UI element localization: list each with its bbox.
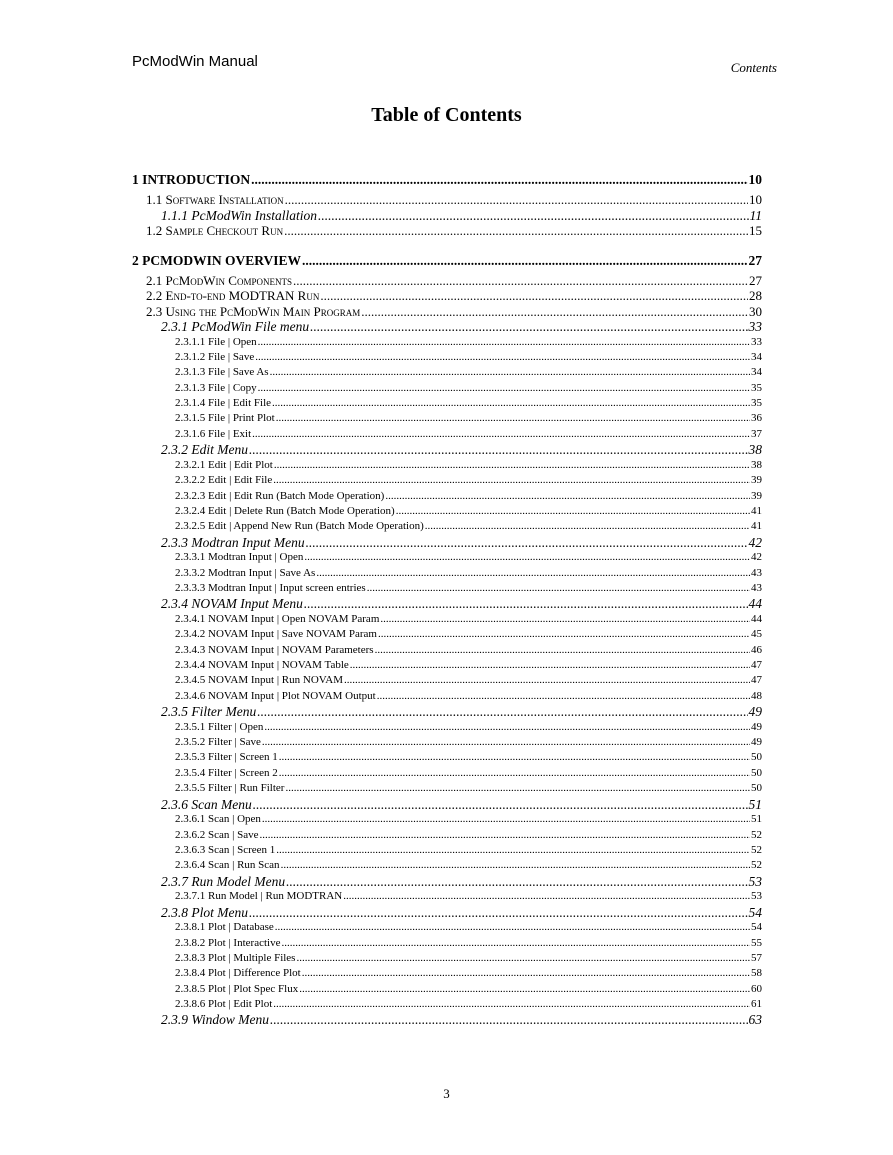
toc-leader-dots: [302, 251, 747, 270]
toc-leader-dots: [344, 673, 750, 688]
toc-leader-dots: [286, 874, 747, 890]
toc-entry-title: 2.3.8.3 Plot | Multiple Files: [175, 951, 296, 964]
toc-entry[interactable]: [132, 581, 762, 596]
toc-entry-title: 2.3.8.4 Plot | Difference Plot: [175, 967, 301, 980]
toc-entry-title: 2.3.8.5 Plot | Plot Spec Flux: [175, 982, 299, 995]
toc-entry-page: 54: [751, 921, 762, 934]
toc-entry[interactable]: [132, 550, 762, 565]
toc-entry-title: 2.2 End-to-end MODTRAN Run: [146, 288, 320, 303]
toc-entry-title: 2.3.3.2 Modtran Input | Save As: [175, 566, 316, 579]
toc-entry[interactable]: [132, 781, 762, 796]
toc-entry-page: 52: [751, 859, 762, 872]
toc-entry-page: 27: [748, 252, 762, 268]
toc-leader-dots: [270, 1012, 748, 1028]
toc-leader-dots: [281, 936, 750, 951]
toc-leader-dots: [279, 750, 750, 765]
toc-leader-dots: [273, 473, 750, 488]
toc-entry[interactable]: [132, 766, 762, 781]
toc-entry-page: 52: [751, 843, 762, 856]
toc-entry[interactable]: [132, 519, 762, 534]
toc-entry-title: 1.2 Sample Checkout Run: [146, 223, 284, 238]
toc-entry-page: 39: [751, 489, 762, 502]
toc-leader-dots: [310, 319, 747, 335]
toc-entry[interactable]: [132, 612, 762, 627]
toc-leader-dots: [255, 350, 750, 365]
toc-entry[interactable]: [132, 192, 762, 208]
toc-entry[interactable]: [132, 208, 762, 224]
toc-entry[interactable]: [132, 689, 762, 704]
toc-entry[interactable]: [132, 843, 762, 858]
toc-entry[interactable]: [132, 627, 762, 642]
toc-entry-title: 2.3.1.3 File | Copy: [175, 381, 257, 394]
toc-entry-title: 2.3.1.5 File | Print Plot: [175, 412, 275, 425]
toc-entry-title: 2.3.5 Filter Menu: [161, 704, 257, 720]
toc-entry[interactable]: [132, 704, 762, 720]
toc-entry-title: 2.3.5.4 Filter | Screen 2: [175, 766, 278, 779]
toc-leader-dots: [304, 596, 748, 612]
toc-leader-dots: [258, 381, 750, 396]
toc-entry-title: 2 PCMODWIN OVERVIEW: [132, 252, 302, 268]
toc-entry-page: 34: [751, 366, 762, 379]
toc-entry-title: 2.3.2.1 Edit | Edit Plot: [175, 458, 273, 471]
toc-entry[interactable]: [132, 381, 762, 396]
toc-entry-title: 1.1.1 PcModWin Installation: [161, 207, 317, 223]
toc-entry[interactable]: [132, 889, 762, 904]
toc-entry[interactable]: [132, 966, 762, 981]
toc-leader-dots: [361, 304, 748, 320]
toc-entry-page: 41: [751, 520, 762, 533]
toc-leader-dots: [264, 720, 750, 735]
toc-entry-page: 43: [751, 566, 762, 579]
toc-leader-dots: [262, 735, 750, 750]
toc-entry-page: 42: [751, 551, 762, 564]
toc-leader-dots: [380, 612, 750, 627]
toc-entry-title: 2.3.8.1 Plot | Database: [175, 921, 274, 934]
toc-entry[interactable]: [132, 365, 762, 380]
toc-entry-page: 57: [751, 951, 762, 964]
toc-entry[interactable]: [132, 504, 762, 519]
toc-entry[interactable]: [132, 643, 762, 658]
toc-entry[interactable]: [132, 673, 762, 688]
toc-leader-dots: [249, 442, 748, 458]
toc-leader-dots: [272, 396, 750, 411]
toc-entry-title: 2.3.1.6 File | Exit: [175, 427, 252, 440]
toc-leader-dots: [253, 797, 748, 813]
toc-entry[interactable]: [132, 982, 762, 997]
toc-entry-title: 2.3.2 Edit Menu: [161, 442, 248, 458]
toc-entry[interactable]: [132, 812, 762, 827]
toc-entry-page: 30: [749, 303, 762, 319]
toc-entry[interactable]: [132, 658, 762, 673]
toc-entry-title: 2.3.4.2 NOVAM Input | Save NOVAM Param: [175, 628, 377, 641]
toc-entry-title: 1 INTRODUCTION: [132, 172, 251, 187]
toc-entry-page: 36: [751, 412, 762, 425]
toc-entry-page: 43: [751, 581, 762, 594]
toc-entry-title: 2.3.4.5 NOVAM Input | Run NOVAM: [175, 674, 344, 687]
toc-entry[interactable]: [132, 319, 762, 335]
toc-entry[interactable]: [132, 427, 762, 442]
toc-leader-dots: [270, 365, 750, 380]
toc-leader-dots: [299, 982, 750, 997]
toc-entry-page: 41: [751, 504, 762, 517]
toc-entry[interactable]: [132, 920, 762, 935]
toc-entry-page: 47: [751, 659, 762, 672]
toc-entry-page: 44: [751, 612, 762, 625]
toc-leader-dots: [367, 581, 750, 596]
toc-entry-page: 15: [749, 223, 762, 238]
toc-entry-title: 2.3.1.3 File | Save As: [175, 366, 269, 379]
toc-entry-title: 2.3.9 Window Menu: [161, 1012, 269, 1028]
toc-leader-dots: [425, 519, 750, 534]
toc-leader-dots: [350, 658, 750, 673]
toc-entry[interactable]: [132, 251, 762, 270]
toc-entry[interactable]: [132, 442, 762, 458]
toc-leader-dots: [343, 889, 750, 904]
toc-entry[interactable]: [132, 566, 762, 581]
toc-entry-page: 51: [748, 796, 762, 812]
toc-entry-page: 38: [748, 442, 762, 458]
toc-entry-page: 28: [749, 288, 762, 303]
toc-entry[interactable]: [132, 797, 762, 813]
running-header-title: PcModWin Manual: [132, 53, 258, 70]
toc-entry-title: 2.3.2.4 Edit | Delete Run (Batch Mode Operation): [175, 504, 395, 517]
toc-entry-page: 33: [748, 319, 762, 334]
toc-entry-title: 2.3.6.2 Scan | Save: [175, 828, 259, 841]
toc-entry-title: 1.1 Software Installation: [146, 192, 284, 207]
toc-entry-title: 2.3.5.2 Filter | Save: [175, 736, 261, 749]
toc-entry-title: 2.3.2.3 Edit | Edit Run (Batch Mode Operation): [175, 489, 385, 502]
toc-leader-dots: [252, 427, 750, 442]
toc-entry[interactable]: [132, 997, 762, 1012]
toc-entry[interactable]: [132, 411, 762, 426]
toc-leader-dots: [281, 858, 750, 873]
toc-entry[interactable]: [132, 828, 762, 843]
toc-leader-dots: [257, 704, 747, 720]
toc-entry-title: 2.3.1.2 File | Save: [175, 350, 255, 363]
toc-entry-page: 58: [751, 967, 762, 980]
toc-entry-title: 2.3.4.4 NOVAM Input | NOVAM Table: [175, 659, 349, 672]
toc-entry[interactable]: [132, 273, 762, 289]
toc-entry[interactable]: [132, 535, 762, 551]
toc-leader-dots: [306, 535, 748, 551]
toc-entry-page: 49: [751, 736, 762, 749]
toc-entry-page: 35: [751, 397, 762, 410]
toc-entry-page: 44: [748, 596, 762, 612]
toc-leader-dots: [259, 828, 750, 843]
toc-entry[interactable]: [132, 735, 762, 750]
toc-entry-title: 2.3.8.2 Plot | Interactive: [175, 936, 281, 949]
toc-entry-page: 10: [748, 172, 762, 187]
toc-leader-dots: [396, 504, 750, 519]
toc-entry[interactable]: [132, 905, 762, 921]
toc-entry-page: 42: [748, 534, 762, 550]
toc-entry-title: 2.3.4.1 NOVAM Input | Open NOVAM Param: [175, 612, 380, 625]
toc-entry-page: 63: [748, 1012, 762, 1028]
toc-entry-title: 2.3.1 PcModWin File menu: [161, 319, 310, 334]
toc-leader-dots: [279, 766, 750, 781]
toc-entry-page: 37: [751, 427, 762, 440]
toc-leader-dots: [284, 223, 748, 239]
toc-entry[interactable]: [132, 858, 762, 873]
toc-entry-page: 50: [751, 751, 762, 764]
toc-leader-dots: [296, 951, 750, 966]
toc-entry-page: 51: [751, 813, 762, 826]
toc-entry-page: 49: [751, 720, 762, 733]
toc-entry-title: 2.3.2.2 Edit | Edit File: [175, 474, 273, 487]
toc-entry-title: 2.3.5.1 Filter | Open: [175, 720, 264, 733]
toc-entry-title: 2.3.7 Run Model Menu: [161, 873, 286, 889]
toc-entry[interactable]: [132, 720, 762, 735]
toc-entry[interactable]: [132, 350, 762, 365]
toc-leader-dots: [276, 843, 750, 858]
toc-leader-dots: [320, 288, 748, 304]
toc-entry-title: 2.3.6.3 Scan | Screen 1: [175, 843, 276, 856]
toc-leader-dots: [274, 458, 750, 473]
toc-entry-page: 33: [751, 335, 762, 348]
toc-leader-dots: [275, 920, 750, 935]
toc-entry[interactable]: [132, 458, 762, 473]
toc-entry-page: 61: [751, 998, 762, 1011]
toc-entry[interactable]: [132, 288, 762, 304]
toc-entry[interactable]: [132, 750, 762, 765]
toc-entry-page: 46: [751, 643, 762, 656]
toc-leader-dots: [304, 550, 750, 565]
toc-leader-dots: [251, 170, 747, 189]
toc-leader-dots: [276, 411, 750, 426]
toc-leader-dots: [285, 781, 750, 796]
toc-entry-title: 2.3.3 Modtran Input Menu: [161, 534, 305, 550]
toc-entry-page: 54: [748, 904, 762, 920]
toc-entry-page: 45: [751, 628, 762, 641]
toc-entry-title: 2.3.6.4 Scan | Run Scan: [175, 859, 280, 872]
toc-entry-title: 2.3.8.6 Plot | Edit Plot: [175, 998, 273, 1011]
toc-leader-dots: [285, 192, 748, 208]
toc-entry-title: 2.1 PcModWin Components: [146, 272, 292, 288]
toc-entry[interactable]: [132, 304, 762, 320]
toc-entry[interactable]: [132, 596, 762, 612]
toc-entry-page: 27: [749, 272, 762, 288]
toc-entry-page: 39: [751, 474, 762, 487]
toc-entry-page: 50: [751, 766, 762, 779]
toc-leader-dots: [377, 689, 750, 704]
toc-entry-page: 10: [749, 192, 762, 207]
running-header-section: Contents: [730, 60, 777, 75]
toc-entry[interactable]: [132, 473, 762, 488]
toc-entry-page: 47: [751, 674, 762, 687]
toc-entry-page: 53: [751, 890, 762, 903]
toc-entry-title: 2.3.7.1 Run Model | Run MODTRAN: [175, 890, 343, 903]
toc-entry-page: 60: [751, 982, 762, 995]
toc-entry[interactable]: [132, 1012, 762, 1028]
toc-entry[interactable]: [132, 489, 762, 504]
toc-entry[interactable]: [132, 396, 762, 411]
toc-entry-title: 2.3 Using the PcModWin Main Program: [146, 303, 361, 319]
toc-entry-title: 2.3.4.3 NOVAM Input | NOVAM Parameters: [175, 643, 374, 656]
toc-entry-title: 2.3.3.3 Modtran Input | Input screen entries: [175, 581, 366, 594]
toc-entry-page: 35: [751, 381, 762, 394]
toc-entry[interactable]: [132, 951, 762, 966]
toc-entry-title: 2.3.5.5 Filter | Run Filter: [175, 782, 285, 795]
toc-entry-page: 55: [751, 936, 762, 949]
toc-leader-dots: [302, 966, 750, 981]
toc-entry[interactable]: [132, 335, 762, 350]
toc-entry-page: 50: [751, 782, 762, 795]
toc-entry-title: 2.3.1.1 File | Open: [175, 335, 257, 348]
toc-leader-dots: [375, 643, 750, 658]
toc-leader-dots: [249, 905, 748, 921]
toc-leader-dots: [318, 208, 749, 224]
toc-entry-page: 34: [751, 350, 762, 363]
toc-entry-page: 48: [751, 689, 762, 702]
toc-entry-title: 2.3.4 NOVAM Input Menu: [161, 596, 303, 612]
toc-entry-page: 38: [751, 458, 762, 471]
toc-entry-title: 2.3.6 Scan Menu: [161, 796, 252, 812]
page-number: 3: [443, 1086, 450, 1101]
toc-entry[interactable]: [132, 874, 762, 890]
toc-leader-dots: [262, 812, 750, 827]
toc-leader-dots: [385, 489, 750, 504]
toc-entry-page: 53: [748, 873, 762, 889]
toc-leader-dots: [273, 997, 750, 1012]
toc-entry[interactable]: [132, 223, 762, 239]
toc-entry[interactable]: [132, 170, 762, 189]
toc-leader-dots: [316, 566, 750, 581]
page-title: Table of Contents: [371, 104, 522, 126]
toc-entry[interactable]: [132, 936, 762, 951]
toc-entry-title: 2.3.3.1 Modtran Input | Open: [175, 551, 304, 564]
toc-entry-title: 2.3.4.6 NOVAM Input | Plot NOVAM Output: [175, 689, 376, 702]
toc-entry-title: 2.3.8 Plot Menu: [161, 904, 248, 920]
toc-entry-title: 2.3.5.3 Filter | Screen 1: [175, 751, 278, 764]
toc-entry-title: 2.3.6.1 Scan | Open: [175, 813, 261, 826]
toc-leader-dots: [293, 273, 748, 289]
toc-entry-title: 2.3.1.4 File | Edit File: [175, 397, 272, 410]
toc-entry-page: 52: [751, 828, 762, 841]
toc-leader-dots: [258, 335, 750, 350]
table-of-contents: [132, 170, 762, 1028]
toc-entry-title: 2.3.2.5 Edit | Append New Run (Batch Mode Operation): [175, 520, 424, 533]
toc-leader-dots: [378, 627, 750, 642]
toc-entry-page: 49: [748, 704, 762, 720]
toc-entry-page: 11: [749, 207, 762, 223]
